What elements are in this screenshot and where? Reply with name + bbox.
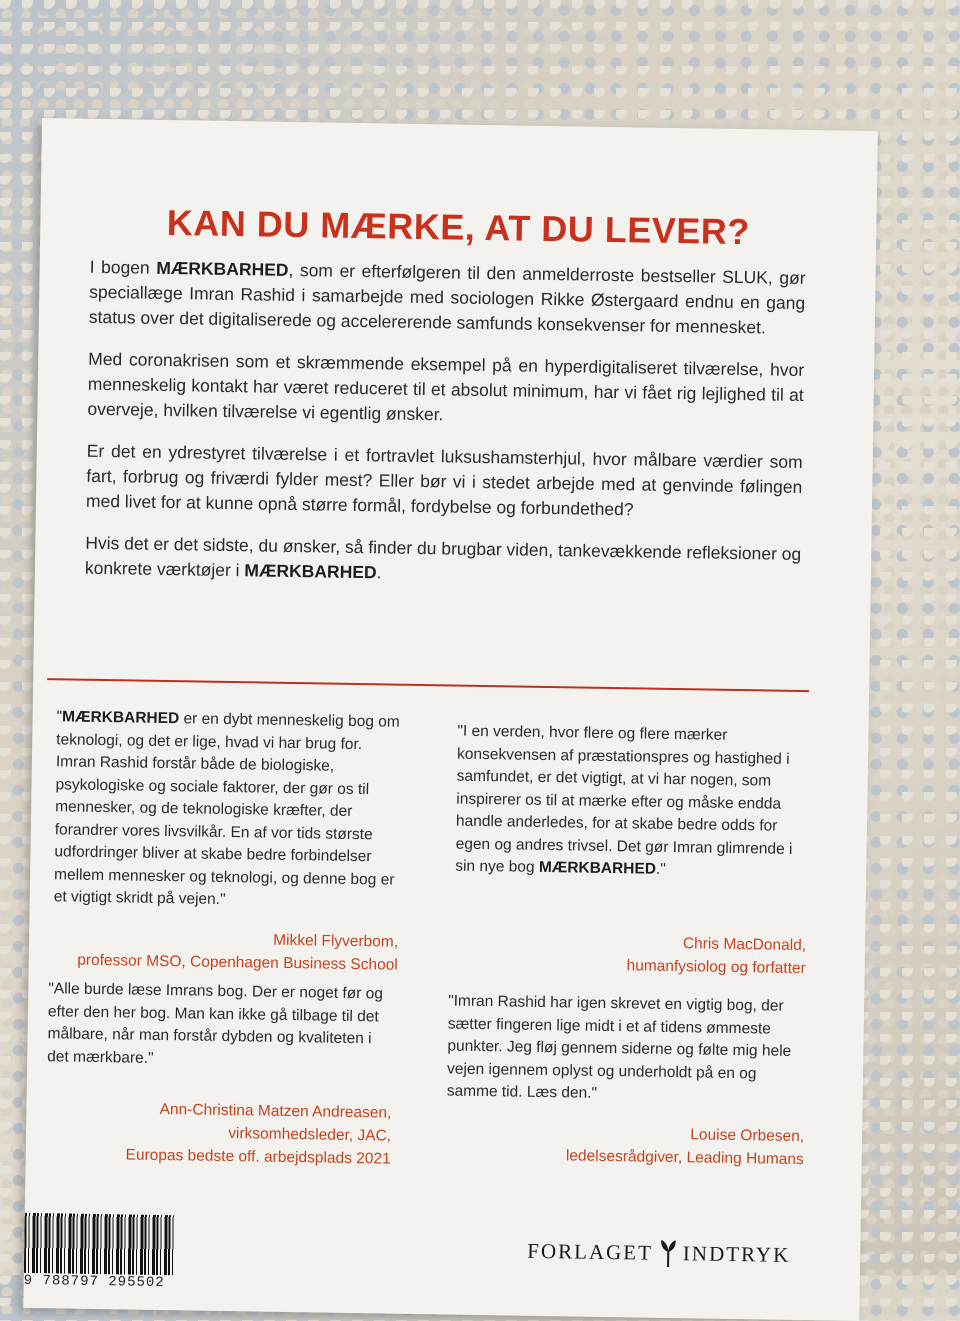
divider-rule <box>47 678 809 692</box>
attribution-name: Ann-Christina Matzen Andreasen, <box>159 1100 392 1122</box>
quote-body: "I en verden, hvor flere og flere mærker konsekvensen af præstationspres og hastighed i samfundet, er det vigtigt, at vi har nogen, som inspirerer os til at mærke efter og måske endda handle anderledes, for at skabe bedre odds for egen og andres trivsel. Det gør Imran glimrende i sin nye bog <box>455 722 793 876</box>
headline: KAN DU MÆRKE, AT DU LEVER? <box>166 201 751 253</box>
intro-text-span: I bogen <box>89 256 157 278</box>
intro-text-span: Hvis det er det sidste, du ønsker, så finder du brugbar viden, tankevækkende refleksioner og konkrete værktøjer i <box>84 532 802 581</box>
attribution-title: professor MSO, Copenhagen Business School <box>77 951 398 974</box>
attribution-name: Chris MacDonald, <box>682 934 807 954</box>
barcode-digits: 9 788797 295502 <box>23 1272 165 1292</box>
attribution-name: Louise Orbesen, <box>690 1125 805 1145</box>
quote-body: er en dybt menneskelig bog om teknologi, og det er lige, hvad vi har brug for. Imran Rashid forstår både de biologiske, psykologiske og sociale faktorer, der gør os til mennesker, og de teknologiske kræfter, der forandrer vores livsvilkår. En af vor tids største udfordringer bliver at skabe bedre forbindelser mellem mennesker og teknologi, og denne bog er et vigtigt skridt på vejen." <box>53 710 400 908</box>
quote-macdonald <box>454 721 810 980</box>
book-title-bold: MÆRKBARHED <box>538 858 657 878</box>
book-title-bold: MÆRKBARHED <box>244 560 377 583</box>
publisher-name-left: FORLAGET <box>527 1238 654 1265</box>
attribution-title: Europas bedste off. arbejdsplads 2021 <box>125 1146 391 1168</box>
quote-orbesen <box>446 990 807 1170</box>
quote-text <box>455 721 809 884</box>
quote-text <box>54 706 402 914</box>
intro-paragraph-1 <box>89 255 806 341</box>
attribution-title: humanfysiolog og forfatter <box>626 956 806 977</box>
quote-text: "Imran Rashid har igen skrevet en vigtig bog, der sætter fingeren lige midt i et af tidens ømmeste punkter. Jeg fløj gennem siderne og følte mig hele vejen igennem oplyst og underholdt på en og samme tid. Læs den." <box>446 992 792 1102</box>
quote-attribution <box>446 1119 805 1171</box>
publisher-logo <box>527 1236 790 1270</box>
publisher-name-right: INDTRYK <box>682 1240 791 1267</box>
quote-attribution <box>46 1096 392 1170</box>
quote-text: "Alle burde læse Imrans bog. Der er noget før og efter den her bog. Man kan ikke gå tilbage til det målbare, når man forstår dybden og kvaliteten i det mærkbare." <box>47 980 384 1067</box>
barcode <box>24 1213 175 1275</box>
quote-flyverbom <box>53 706 402 976</box>
attribution-name: Mikkel Flyverbom, <box>273 931 399 951</box>
book-title-bold: MÆRKBARHED <box>156 257 289 280</box>
attribution-title: ledelsesrådgiver, Leading Humans <box>565 1146 804 1168</box>
book-back-cover <box>23 118 878 1321</box>
book-title-bold: MÆRKBARHED <box>61 708 180 728</box>
intro-paragraph-3: Er det en ydrestyret tilværelse i et fortravlet luksushamsterhjul, hvor målbare værdier som fart, forbrug og friværdi fylder mest? Eller bør vi i stedet arbejde med at genvinde følingen med livet for at kunne opnå større formål, fordybelse og forbundethed? <box>85 440 803 520</box>
quote-attribution <box>53 925 399 976</box>
attribution-title: virksomhedsleder, JAC, <box>228 1125 392 1145</box>
intro-text <box>84 255 805 609</box>
quote-mark: ." <box>655 860 666 878</box>
sprout-icon <box>657 1238 679 1268</box>
intro-text-span: , som er efterfølgeren til den anmelderroste bestseller SLUK, gør speciallæge Imran Rashid i samarbejde med sociologen Rikke Østergaard endnu en gang status over det digitaliserede og accelererende samfunds konsekvenser for mennesket. <box>88 259 806 338</box>
quote-andreasen <box>46 978 394 1170</box>
quote-attribution <box>454 928 807 980</box>
quote-mark: " <box>56 708 63 726</box>
intro-text-span: . <box>376 562 382 583</box>
intro-paragraph-2: Med coronakrisen som et skræmmende eksempel på en hyperdigitaliseret tilværelse, hvor menneskelig kontakt har været reduceret til et absolut minimum, har vi fået rig lejlighed til at overveje, hvilken tilværelse vi egentlig ønsker. <box>87 348 805 425</box>
intro-paragraph-4 <box>85 531 802 592</box>
